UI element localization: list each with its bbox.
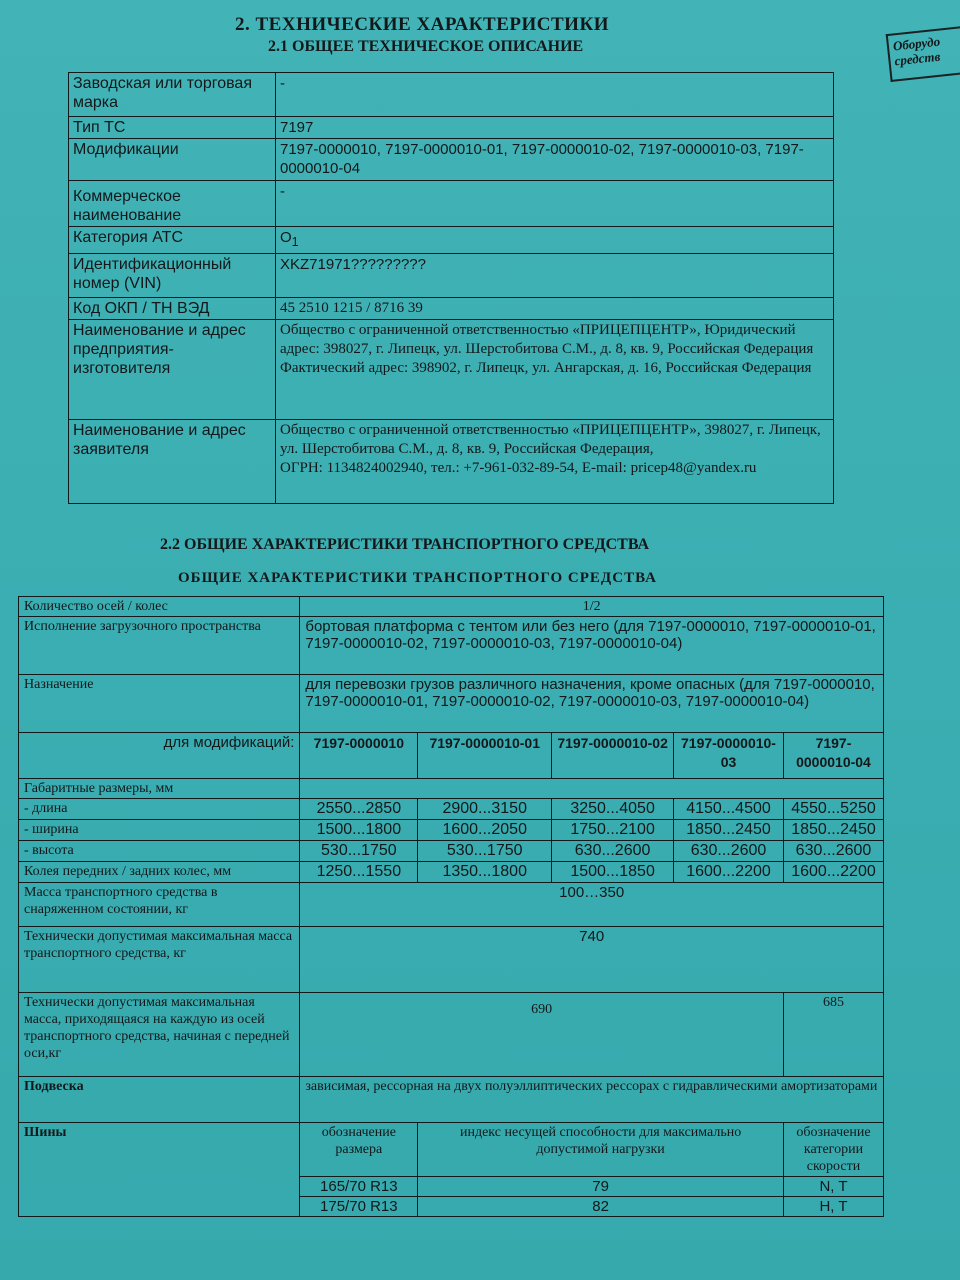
mod-header: 7197-0000010-03 xyxy=(674,733,784,779)
cargo-value: бортовая платформа с тентом или без него (для 7197-0000010, 7197-0000010-01, 7197-0000010-02, 7197-0000010-03, 7197-0000010-04) xyxy=(300,617,884,675)
length-value: 4150...4500 xyxy=(674,799,784,820)
length-value: 2900...3150 xyxy=(418,799,552,820)
side-note-line-2: средств xyxy=(893,48,941,69)
vin-label: Идентификационный номер (VIN) xyxy=(69,254,276,298)
purpose-value: для перевозки грузов различного назначения, кроме опасных (для 7197-0000010, 7197-0000010-01, 7197-0000010-02, 7197-0000010-03, 7197-0000010-04) xyxy=(300,675,884,733)
width-value: 1600...2050 xyxy=(418,820,552,841)
tire-index: 82 xyxy=(418,1197,784,1217)
mod-header: 7197-0000010-01 xyxy=(418,733,552,779)
max-mass-label: Технически допустимая максимальная масса транспортного средства, кг xyxy=(19,927,300,993)
category-label: Категория АТС xyxy=(69,227,276,254)
side-note-line-1: Оборудо xyxy=(892,33,941,54)
height-value: 530...1750 xyxy=(300,841,418,862)
mod-header: 7197-0000010-02 xyxy=(552,733,674,779)
applicant-label: Наименование и адрес заявителя xyxy=(69,420,276,504)
tires-label: Шины xyxy=(19,1123,300,1217)
side-note-tab xyxy=(886,26,960,82)
manufacturer-legal-address: Общество с ограниченной ответственностью «ПРИЦЕПЦЕНТР», Юридический адрес: 398027, г. Липецк, ул. Шерстобитова С.М., д. 8, кв. 9, Российская Федерация xyxy=(280,322,814,357)
height-value: 530...1750 xyxy=(418,841,552,862)
suspension-value: зависимая, рессорная на двух полуэллиптических рессорах с гидравлическими амортизаторами xyxy=(300,1077,884,1123)
width-value: 1750...2100 xyxy=(552,820,674,841)
section-2-2-heading: 2.2 ОБЩИЕ ХАРАКТЕРИСТИКИ ТРАНСПОРТНОГО СРЕДСТВА xyxy=(160,536,650,553)
mod-header: 7197-0000010-04 xyxy=(783,733,883,779)
axles-value: 1/2 xyxy=(300,597,884,617)
track-value: 1350...1800 xyxy=(418,862,552,883)
purpose-label: Назначение xyxy=(19,675,300,733)
width-value: 1500...1800 xyxy=(300,820,418,841)
height-value: 630...2600 xyxy=(783,841,883,862)
curb-mass-label: Масса транспортного средства в снаряженном состоянии, кг xyxy=(19,883,300,927)
category-value xyxy=(276,227,834,254)
tire-index-header: индекс несущей способности для максимально допустимой нагрузки xyxy=(418,1123,784,1177)
axles-label: Количество осей / колес xyxy=(19,597,300,617)
for-modifications-label: для модификаций: xyxy=(19,733,300,779)
tire-size: 165/70 R13 xyxy=(300,1177,418,1197)
axle-mass-front-value: 690 xyxy=(300,993,784,1077)
track-value: 1250...1550 xyxy=(300,862,418,883)
commercial-value: - xyxy=(276,181,834,227)
height-value: 630...2600 xyxy=(674,841,784,862)
track-value: 1600...2200 xyxy=(783,862,883,883)
track-label: Колея передних / задних колес, мм xyxy=(19,862,300,883)
track-value: 1600...2200 xyxy=(674,862,784,883)
code-value: 45 2510 1215 / 8716 39 xyxy=(276,298,834,320)
axle-mass-rear-value: 685 xyxy=(783,993,883,1077)
tire-speed-header: обозначение категории скорости xyxy=(783,1123,883,1177)
dimensions-empty xyxy=(300,779,884,799)
dimensions-label: Габаритные размеры, мм xyxy=(19,779,300,799)
width-label: - ширина xyxy=(19,820,300,841)
modifications-label: Модификации xyxy=(69,139,276,181)
manufacturer-label: Наименование и адрес предприятия-изготовителя xyxy=(69,320,276,420)
length-value: 4550...5250 xyxy=(783,799,883,820)
height-label: - высота xyxy=(19,841,300,862)
tire-size: 175/70 R13 xyxy=(300,1197,418,1217)
category-letter: O xyxy=(280,229,292,246)
length-label: - длина xyxy=(19,799,300,820)
length-value: 2550...2850 xyxy=(300,799,418,820)
height-value: 630...2600 xyxy=(552,841,674,862)
type-value: 7197 xyxy=(276,117,834,139)
tire-speed: H, T xyxy=(783,1197,883,1217)
tire-index: 79 xyxy=(418,1177,784,1197)
tire-size-header: обозначение размера xyxy=(300,1123,418,1177)
characteristics-table-title: ОБЩИЕ ХАРАКТЕРИСТИКИ ТРАНСПОРТНОГО СРЕДСТВА xyxy=(178,570,657,586)
subsection-heading: 2.1 ОБЩЕЕ ТЕХНИЧЕСКОЕ ОПИСАНИЕ xyxy=(268,38,584,55)
vin-value: XKZ71971????????? xyxy=(276,254,834,298)
general-description-table xyxy=(68,72,834,504)
cargo-label: Исполнение загрузочного пространства xyxy=(19,617,300,675)
manufacturer-value xyxy=(276,320,834,420)
applicant-value xyxy=(276,420,834,504)
applicant-address: Общество с ограниченной ответственностью «ПРИЦЕПЦЕНТР», 398027, г. Липецк, ул. Шерстобитова С.М., д. 8, кв. 9, Российская Федерация, xyxy=(280,422,821,457)
width-value: 1850...2450 xyxy=(783,820,883,841)
max-mass-value: 740 xyxy=(300,927,884,993)
code-label: Код ОКП / ТН ВЭД xyxy=(69,298,276,320)
type-label: Тип ТС xyxy=(69,117,276,139)
suspension-label: Подвеска xyxy=(19,1077,300,1123)
section-heading: 2. ТЕХНИЧЕСКИЕ ХАРАКТЕРИСТИКИ xyxy=(235,14,610,35)
modifications-value: 7197-0000010, 7197-0000010-01, 7197-0000010-02, 7197-0000010-03, 7197-0000010-04 xyxy=(276,139,834,181)
brand-value: - xyxy=(276,73,834,117)
track-value: 1500...1850 xyxy=(552,862,674,883)
axle-mass-label: Технически допустимая максимальная масса, приходящаяся на каждую из осей транспортного средства, начиная с передней оси,кг xyxy=(19,993,300,1077)
characteristics-table xyxy=(18,596,884,1217)
tire-speed: N, T xyxy=(783,1177,883,1197)
applicant-contacts: ОГРН: 1134824002940, тел.: +7-961-032-89-54, E-mail: pricep48@yandex.ru xyxy=(280,460,757,476)
category-subscript: 1 xyxy=(291,235,299,249)
length-value: 3250...4050 xyxy=(552,799,674,820)
width-value: 1850...2450 xyxy=(674,820,784,841)
commercial-label: Коммерческое наименование xyxy=(69,181,276,227)
mod-header: 7197-0000010 xyxy=(300,733,418,779)
manufacturer-actual-address: Фактический адрес: 398902, г. Липецк, ул. Ангарская, д. 16, Российская Федерация xyxy=(280,360,812,376)
brand-label: Заводская или торговая марка xyxy=(69,73,276,117)
curb-mass-value: 100…350 xyxy=(300,883,884,927)
